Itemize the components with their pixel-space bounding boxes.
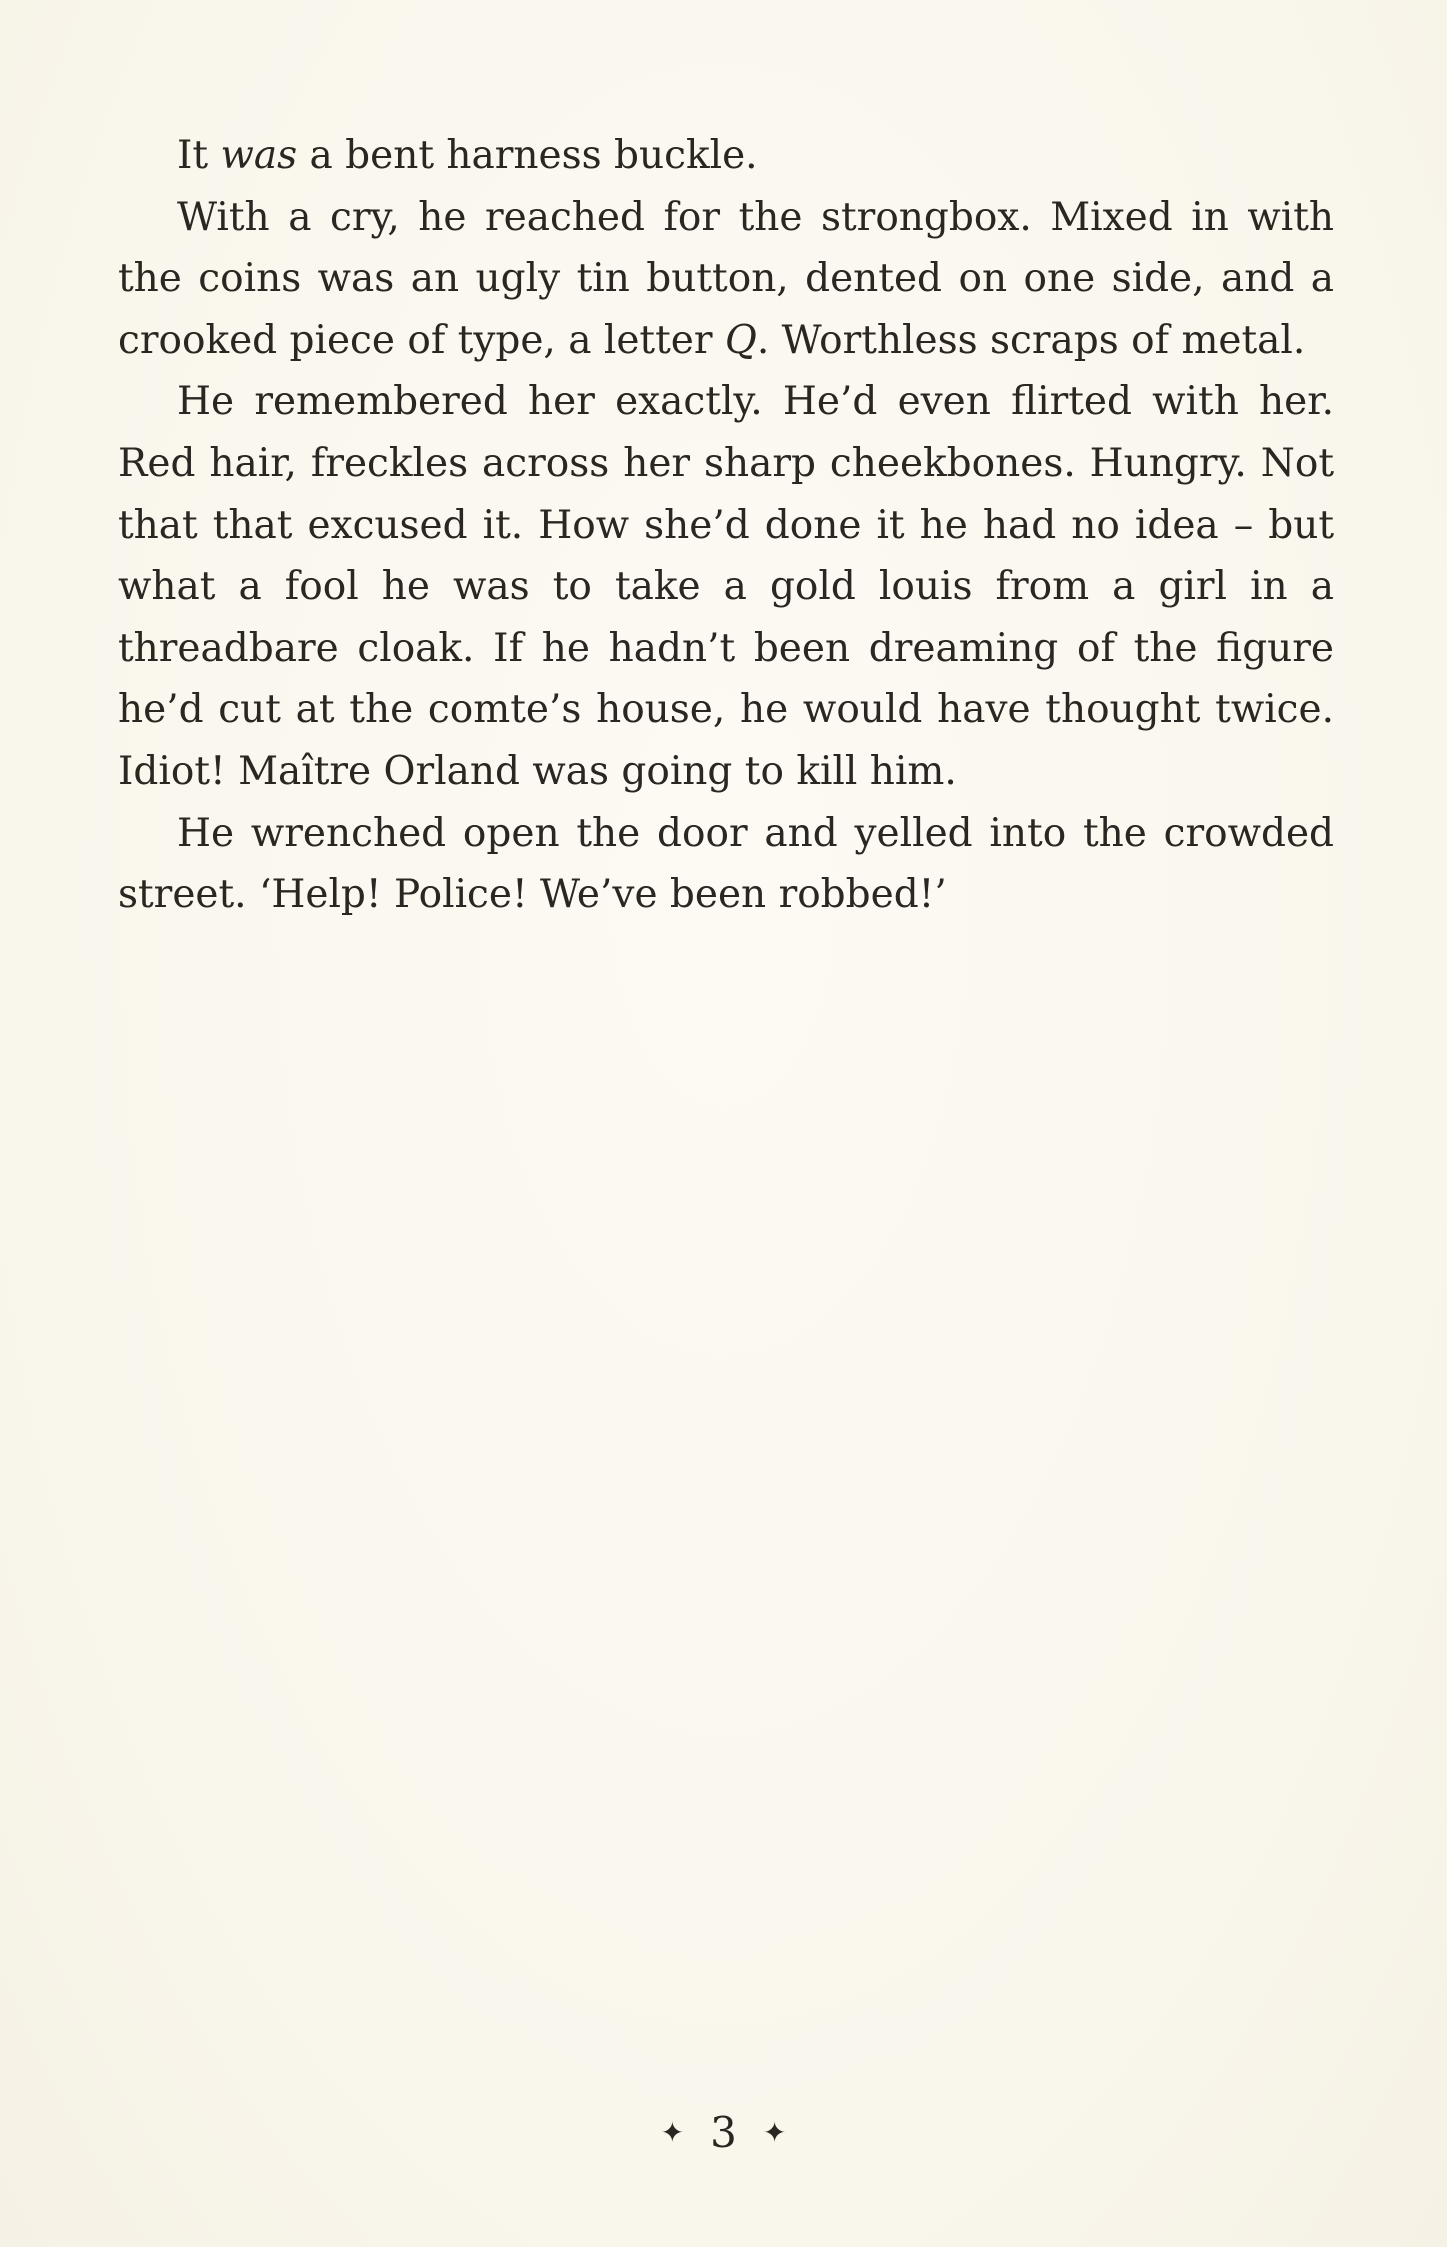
- text-run: He remembered her exactly. He’d even flirted with her. Red hair, freckles across her sharp cheekbones. Hungry. Not that that excused it. How she’d done it he had no idea – but what a fool he was to take a gold louis from a girl in a threadbare cloak. If he hadn’t been dreaming of the figure he’d cut at the comte’s house, he would have thought twice. Idiot! Maître Orland was going to kill him.: [118, 379, 1334, 794]
- page-footer: [0, 2103, 1447, 2166]
- italic-run: was: [220, 133, 298, 178]
- italic-run: Q: [724, 317, 757, 363]
- text-run: a bent harness buckle.: [297, 133, 758, 178]
- ornament-right-icon: ✦: [762, 2116, 787, 2149]
- body-text: [118, 125, 1334, 926]
- paragraph-4: [118, 803, 1334, 926]
- text-run: With a cry, he reached for the strongbox. Mixed in with the coins was an ugly tin button, dented on one side, and a crooked piece of type, a letter: [118, 194, 1334, 363]
- text-run: He wrenched open the door and yelled into the crowded street. ‘Help! Police! We’ve been robbed!’: [118, 810, 1334, 918]
- page-number: 3: [710, 2108, 737, 2157]
- paragraph-1: [118, 125, 1334, 187]
- paragraph-3: [118, 371, 1334, 802]
- paragraph-2: [118, 187, 1334, 372]
- text-run: . Worthless scraps of metal.: [756, 317, 1306, 363]
- ornament-left-icon: ✦: [660, 2116, 685, 2149]
- text-run: It: [177, 133, 221, 178]
